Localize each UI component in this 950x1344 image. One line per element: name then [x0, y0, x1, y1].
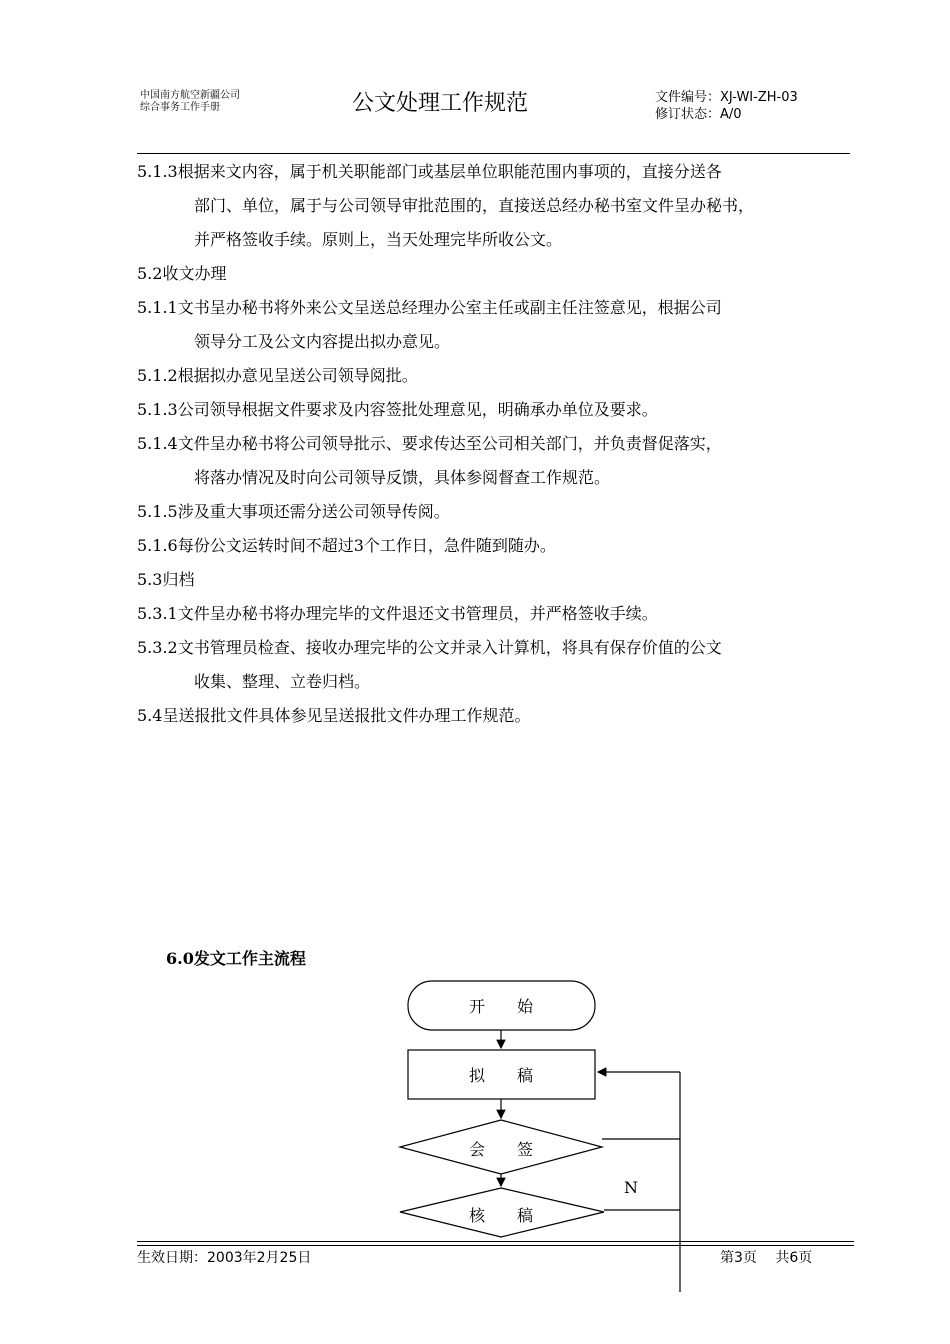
document-number: 文件编号：XJ-WI-ZH-03 — [655, 90, 798, 105]
body-line: 5.1.1文书呈办秘书将外来公文呈送总经理办公室主任或副主任注签意见，根据公司 — [137, 298, 722, 317]
section-heading: 5.3归档 — [137, 570, 195, 589]
section-6-heading: 6.0发文工作主流程 — [166, 949, 306, 968]
company-line-2: 综合事务工作手册 — [140, 102, 220, 113]
document-title: 公文处理工作规范 — [352, 91, 529, 116]
start-label: 开 始 — [468, 997, 534, 1016]
body-line: 将落办情况及时向公司领导反馈，具体参阅督查工作规范。 — [194, 468, 611, 487]
footer-rule-top — [137, 1241, 854, 1242]
footer-rule-bottom — [137, 1245, 854, 1246]
body-line: 5.4呈送报批文件具体参见呈送报批文件办理工作规范。 — [137, 706, 531, 725]
section-heading: 5.2收文办理 — [137, 264, 227, 283]
countersign-label: 会 签 — [468, 1140, 534, 1159]
body-line: 5.1.2根据拟办意见呈送公司领导阅批。 — [137, 366, 418, 385]
effective-date: 生效日期：2003年2月25日 — [137, 1250, 312, 1266]
body-line: 部门、单位，属于与公司领导审批范围的，直接送总经办秘书室文件呈办秘书， — [194, 196, 755, 215]
body-line: 收集、整理、立卷归档。 — [194, 672, 371, 691]
body-line: 领导分工及公文内容提出拟办意见。 — [194, 332, 451, 351]
review-label: 核 稿 — [468, 1206, 534, 1225]
body-line: 5.1.5涉及重大事项还需分送公司领导传阅。 — [137, 502, 450, 521]
body-line: 5.1.3根据来文内容，属于机关职能部门或基层单位职能范围内事项的，直接分送各 — [137, 162, 722, 181]
body-line: 5.3.1文件呈办秘书将办理完毕的文件退还文书管理员，并严格签收手续。 — [137, 604, 658, 623]
draft-label: 拟 稿 — [468, 1066, 534, 1085]
company-line-1: 中国南方航空新疆公司 — [140, 90, 240, 101]
body-line: 并严格签收手续。原则上，当天处理完毕所收公文。 — [194, 230, 563, 249]
no-branch-label: N — [624, 1178, 638, 1197]
body-line: 5.1.6每份公文运转时间不超过3个工作日，急件随到随办。 — [137, 536, 556, 555]
body-line: 5.1.4文件呈办秘书将公司领导批示、要求传达至公司相关部门，并负责督促落实， — [137, 434, 722, 453]
body-line: 5.3.2文书管理员检查、接收办理完毕的公文并录入计算机，将具有保存价值的公文 — [137, 638, 722, 657]
body-line: 5.1.3公司领导根据文件要求及内容签批处理意见，明确承办单位及要求。 — [137, 400, 658, 419]
page-number: 第3页 共6页 — [720, 1250, 813, 1266]
revision-status: 修订状态：A/0 — [655, 107, 742, 122]
